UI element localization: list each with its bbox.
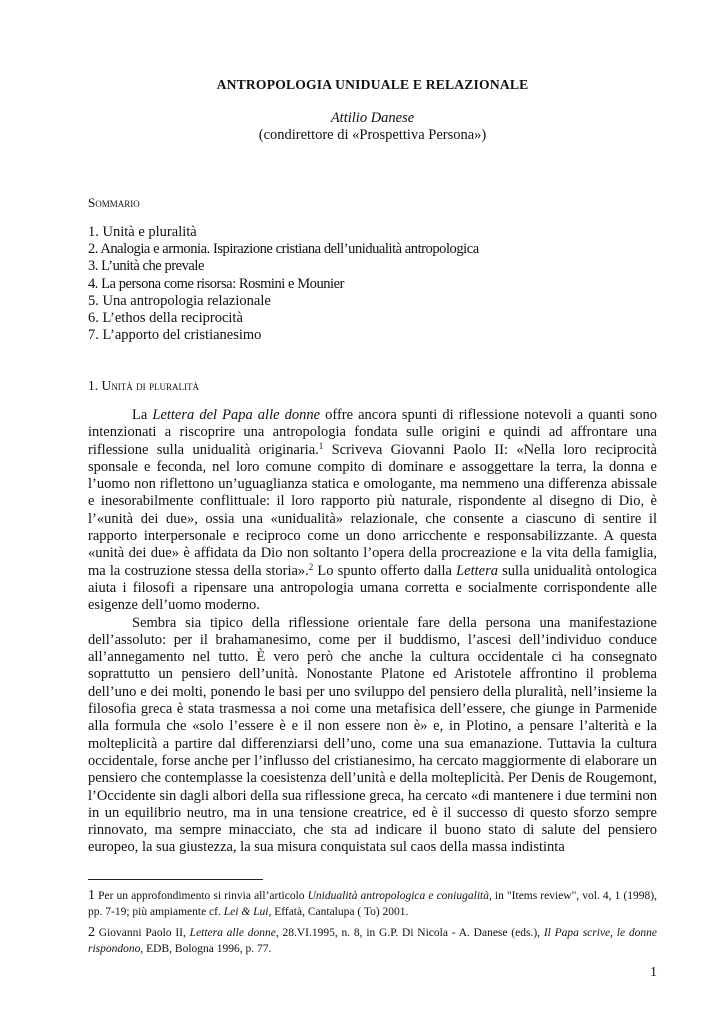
footnote-divider	[88, 879, 263, 880]
author-affiliation: (condirettore di «Prospettiva Persona»)	[258, 127, 487, 143]
toc-item: 1. Unità e pluralità	[88, 224, 197, 240]
toc-item: 7. L’apporto del cristianesimo	[88, 327, 262, 344]
toc-item: 3. L’unità che prevale	[88, 258, 204, 275]
section-heading: 1. Unità di pluralità	[88, 378, 199, 393]
table-of-contents	[88, 224, 479, 344]
toc-item: 4. La persona come risorsa: Rosmini e Mounier	[88, 275, 344, 292]
emphasis: Lettera del Papa alle donne	[152, 407, 321, 423]
page-number: 1	[650, 965, 657, 980]
footnote: 1 Per un approfondimento si rinvia all’articolo Unidualità antropologica e coniugalità, in "Items review", vol. 4, 1 (1998), pp. 7-19; più ampiamente cf. Lei & Lui, Effatà, Cantalupa ( To) 2001.	[88, 888, 658, 918]
paragraph: La Lettera del Papa alle donne offre ancora spunti di riflessione notevoli a quanti sono intenzionati a riscoprire una antropologia fondata sulle origini e quindi ad affrontare una riflessione sulla unidualità originaria.$^1$ Scriveva Giovanni Paolo II: «Nella loro reciprocità sponsale e feconda, nel loro comune compito di dominare e assoggettare la terra, la donna e l’uomo non riflettono un’uguaglianza statica e omologante, ma nemmeno una differenza abissale e inesorabilmente conflittuale: il loro rapporto più naturale, rispondente al disegno di Dio, è l’«unità dei due», ossia una «unidualità» relazionale, che consente a ciascuno di sentire il rapporto interpersonale e reciproco come un dono arricchente e responsabilizzante. A questa «unità dei due» è affidata da Dio non soltanto l’opera della procreazione e la vita della famiglia, ma la costruzione stessa della storia».$^2$ Lo spunto offerto dalla Lettera sulla unidualità ontologica aiuta i filosofi a ripensare una antropologia umana corretta e socialmente corrispondente alle esigenze dell’uomo moderno.	[88, 407, 657, 614]
paragraph: Sembra sia tipico della riflessione orientale fare della persona una manifestazione dell’assoluto: per il brahamanesimo, come per il buddismo, l’ascesi dell’individuo conduce all’annegamento nel tutto. È vero però che anche la cultura occidentale ci ha consegnato soprattutto un pensiero dell’unità. Nonostante Platone ed Aristotele affrontino il problema dell’uno e dei molti, ponendo le basi per uno sviluppo del pensiero della pluralità, nell’insieme la filosofia greca è stata trasmessa a noi come una metafisica dell’essere, che giunge in Parmenide alla formula che «solo l’essere è e il non essere non è» e, in Plotino, a pensare l’alterità e la molteplicità a partire dal differenziarsi dell’uno, come una sua emanazione. Tuttavia la cultura occidentale, forse anche per l’influsso del cristianesimo, ha cercato maggiormente di elaborare un pensiero che contemplasse la coesistenza dell’unità e della molteplicità. Per Denis de Rougemont, l’Occidente sin dagli albori della sua riflessione greca, ha cercato «di mantenere i due termini non in un equilibrio neutro, ma in una tensione creatrice, ed è il successo di questo sforzo sempre rinnovato, ma sempre minacciato, che sta ad indicare il buono stato di salute del pensiero europeo, la sua giustezza, la sua misura conquistata sul caos della massa indistinta	[88, 614, 657, 856]
footnote-ref[interactable]: 1	[318, 440, 324, 451]
summary-heading: Sommario	[88, 195, 140, 210]
toc-item: 2. Analogia e armonia. Ispirazione cristiana dell’unidualità antropologica	[88, 241, 479, 258]
footnote-number: 2	[88, 925, 95, 940]
footnote-number: 1	[88, 888, 95, 903]
author-name: Attilio Danese	[330, 110, 415, 126]
body-text	[88, 407, 657, 857]
toc-item: 5. Una antropologia relazionale	[88, 292, 271, 309]
toc-item: 6. L’ethos della reciprocità	[88, 310, 243, 327]
emphasis: Lettera	[456, 562, 498, 579]
footnote: 2 Giovanni Paolo II, Lettera alle donne, 28.VI.1995, n. 8, in G.P. Di Nicola - A. Danese (eds.), Il Papa scrive, le donne rispondono, EDB, Bologna 1996, p. 77.	[88, 925, 657, 955]
footnotes	[88, 888, 657, 962]
footnote-ref[interactable]: 2	[308, 561, 314, 572]
document-title: ANTROPOLOGIA UNIDUALE E RELAZIONALE	[216, 77, 529, 92]
